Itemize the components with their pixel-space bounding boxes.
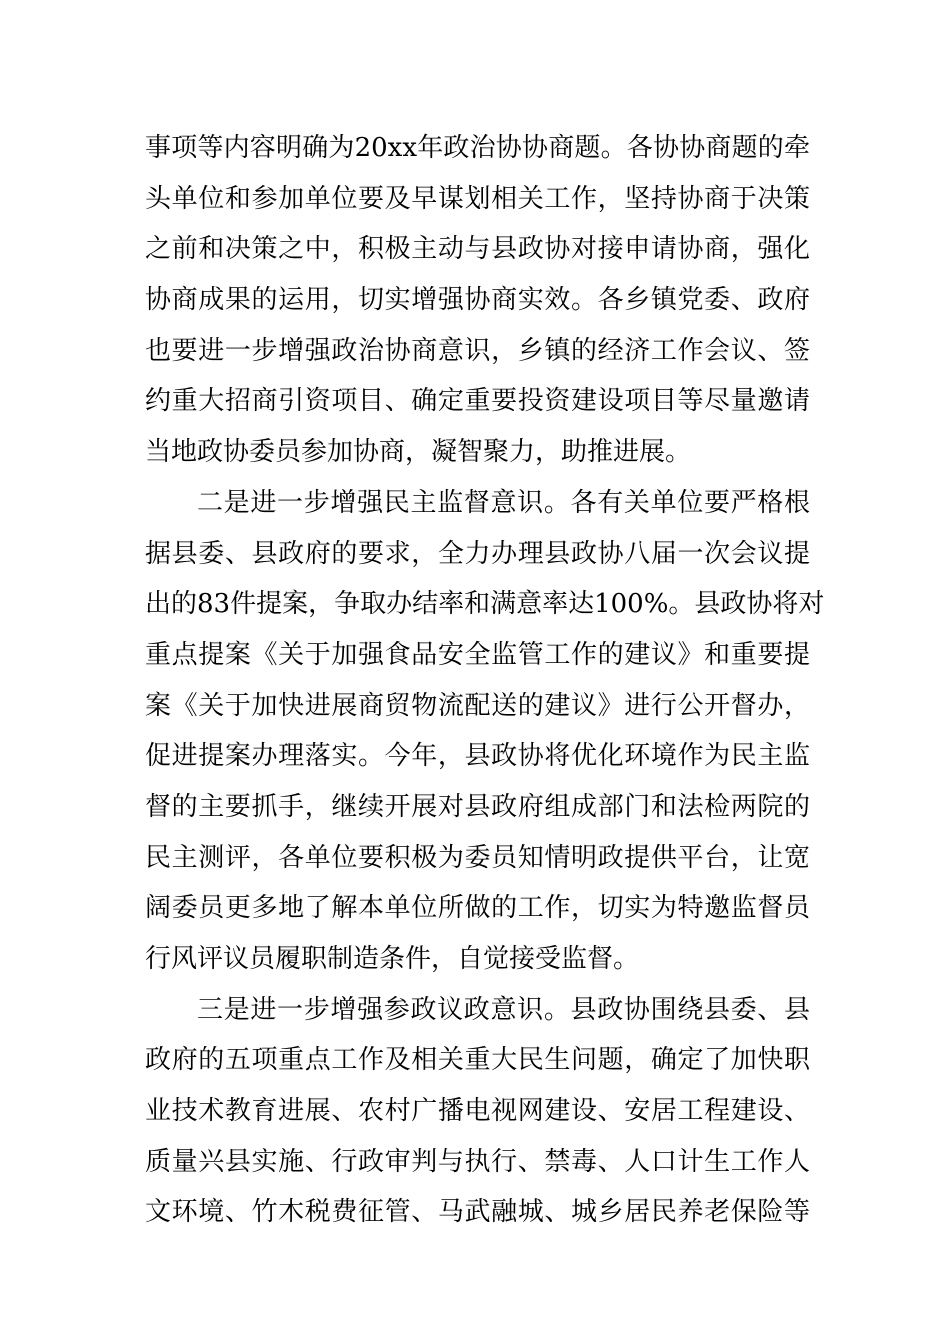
- text-line: 案《关于加快进展商贸物流配送的建议》进行公开督办，: [145, 690, 810, 721]
- text-line: 事项等内容明确为20xx年政治协协商题。各协协商题的牵: [145, 133, 810, 163]
- text-line: 之前和决策之中，积极主动与县政协对接申请协商，强化: [145, 234, 810, 265]
- text-line: 约重大招商引资项目、确定重要投资建设项目等尽量邀请: [145, 386, 810, 417]
- text-line: 头单位和参加单位要及早谋划相关工作，坚持协商于决策: [145, 183, 810, 214]
- text-line: 质量兴县实施、行政审判与执行、禁毒、人口计生工作人: [145, 1146, 810, 1177]
- text-line: 也要进一步增强政治协商意识，乡镇的经济工作会议、签: [145, 335, 810, 366]
- text-line: 促进提案办理落实。今年，县政协将优化环境作为民主监: [145, 741, 810, 772]
- text-line: 政府的五项重点工作及相关重大民生问题，确定了加快职: [145, 1045, 810, 1076]
- text-line: 民主测评，各单位要积极为委员知情明政提供平台，让宽: [145, 842, 810, 873]
- text-line: 行风评议员履职制造条件，自觉接受监督。: [145, 944, 640, 974]
- text-line: 文环境、竹木税费征管、马武融城、城乡居民养老保险等: [145, 1197, 810, 1228]
- text-line: 协商成果的运用，切实增强协商实效。各乡镇党委、政府: [145, 285, 810, 316]
- text-line: 业技术教育进展、农村广播电视网建设、安居工程建设、: [145, 1096, 810, 1127]
- text-line: 阔委员更多地了解本单位所做的工作，切实为特邀监督员: [145, 893, 810, 924]
- text-line: 重点提案《关于加强食品安全监管工作的建议》和重要提: [145, 639, 810, 670]
- text-line: 出的83件提案，争取办结率和满意率达100%。县政协将对: [145, 589, 825, 620]
- paragraph-start-line: 二是进一步增强民主监督意识。各有关单位要严格根: [197, 487, 810, 518]
- text-line: 当地政协委员参加协商，凝智聚力，助推进展。: [145, 437, 692, 468]
- paragraph-start-line: 三是进一步增强参政议政意识。县政协围绕县委、县: [197, 994, 810, 1025]
- text-line: 督的主要抓手，继续开展对县政府组成部门和法检两院的: [145, 791, 810, 822]
- body-text: [145, 123, 825, 1238]
- text-line: 据县委、县政府的要求，全力办理县政协八届一次会议提: [145, 538, 810, 569]
